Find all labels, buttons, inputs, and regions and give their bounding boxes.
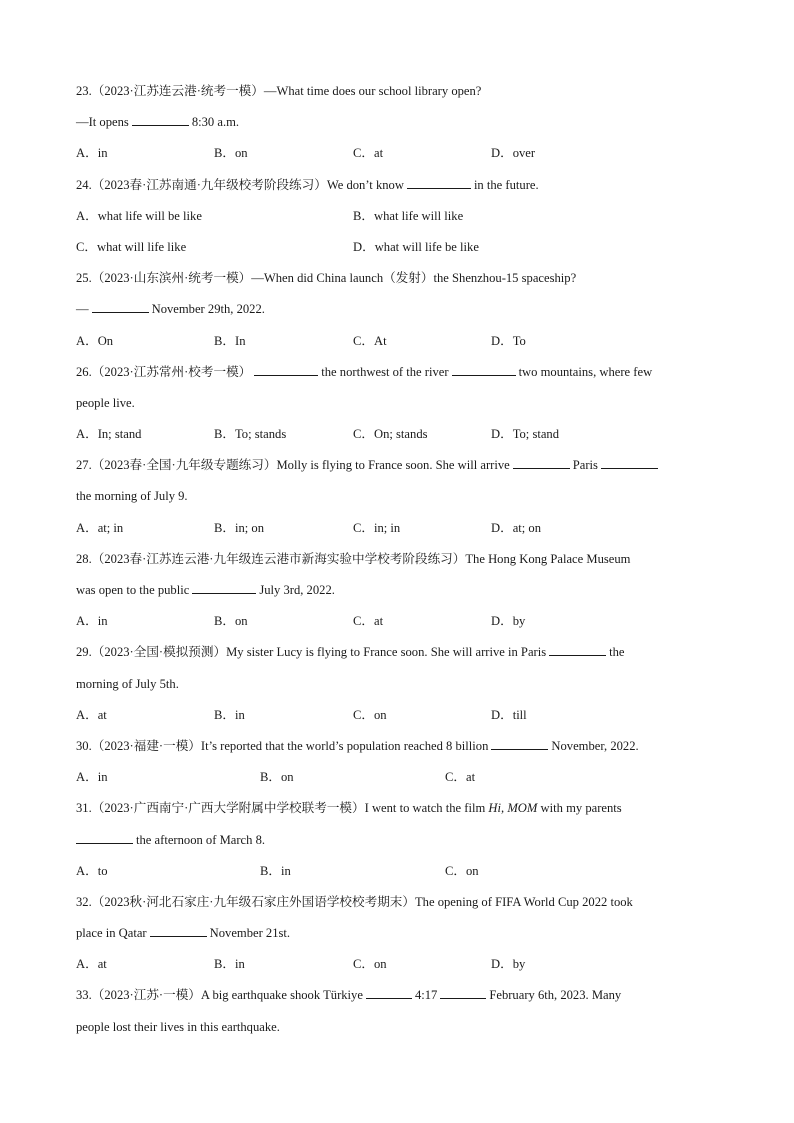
question-number: 28. xyxy=(76,551,92,566)
option-c[interactable]: C．in; in xyxy=(353,520,401,535)
question-27-stem xyxy=(76,450,721,481)
question-text: A big earthquake shook Türkiye xyxy=(200,988,363,1003)
option-c[interactable]: C．On; stands xyxy=(353,427,428,442)
question-number: 32. xyxy=(76,894,92,909)
question-number: 30. xyxy=(76,738,92,753)
option-b[interactable]: B．on xyxy=(260,770,294,785)
option-c[interactable]: C．on xyxy=(353,957,387,972)
option-b[interactable]: B．on xyxy=(214,614,248,629)
question-source: （2023春·江苏连云港·九年级连云港市新海实验中学校考阶段练习） xyxy=(91,551,466,566)
question-source: （2023·江苏·一模） xyxy=(91,988,201,1003)
question-32-line2 xyxy=(76,918,721,949)
question-text: November 29th, 2022. xyxy=(151,302,265,317)
question-23-line2 xyxy=(76,107,721,138)
option-d[interactable]: D．what will life be like xyxy=(353,239,479,254)
question-number: 25. xyxy=(76,271,92,286)
question-number: 26. xyxy=(76,364,92,379)
question-text: February 6th, 2023. Many xyxy=(489,988,622,1003)
question-text: Molly is flying to France soon. She will arrive xyxy=(276,458,510,473)
option-a[interactable]: A．in xyxy=(76,614,108,629)
question-23-stem xyxy=(76,76,721,107)
question-text: 8:30 a.m. xyxy=(191,115,240,130)
option-c[interactable]: C．on xyxy=(445,863,479,878)
question-text: place in Qatar xyxy=(76,926,147,941)
question-24-options-row1 xyxy=(76,201,721,232)
question-text: I went to watch the film xyxy=(364,801,486,816)
question-text: —What time does our school library open? xyxy=(263,84,482,98)
question-32-stem xyxy=(76,887,721,918)
question-28-line2 xyxy=(76,575,721,606)
answer-blank[interactable] xyxy=(513,455,570,469)
option-d[interactable]: D．by xyxy=(491,957,526,972)
option-c[interactable]: C．on xyxy=(353,707,387,722)
option-d[interactable]: D．at; on xyxy=(491,520,542,535)
option-a[interactable]: A．in xyxy=(76,146,108,161)
question-source: （2023春·江苏南通·九年级校考阶段练习） xyxy=(91,177,327,192)
question-source: （2023·广西南宁·广西大学附属中学校联考一模） xyxy=(91,801,365,816)
option-a[interactable]: A．On xyxy=(76,333,114,348)
question-text: with my parents xyxy=(540,801,622,816)
option-d[interactable]: D．over xyxy=(491,146,536,161)
question-text: The Hong Kong Palace Museum xyxy=(465,551,631,566)
question-text: — xyxy=(76,302,89,317)
answer-blank[interactable] xyxy=(407,175,471,189)
option-a[interactable]: A．in xyxy=(76,770,108,785)
option-a[interactable]: A．at; in xyxy=(76,520,124,535)
option-b[interactable]: B．In xyxy=(214,333,246,348)
option-c[interactable]: C．At xyxy=(353,333,387,348)
question-text: the northwest of the river xyxy=(321,364,449,379)
option-a[interactable]: A．at xyxy=(76,707,107,722)
question-text: Paris xyxy=(572,458,598,473)
option-a[interactable]: A．what life will be like xyxy=(76,208,202,223)
question-31-stem xyxy=(76,793,721,824)
question-number: 31. xyxy=(76,801,92,816)
question-text: November 21st. xyxy=(209,926,291,941)
question-32-options xyxy=(76,949,721,980)
question-source: （2023·山东滨州·统考一模） xyxy=(91,271,252,286)
question-source: （2023·江苏常州·校考一模） xyxy=(91,364,252,379)
option-d[interactable]: D．by xyxy=(491,614,526,629)
option-b[interactable]: B．To; stands xyxy=(214,427,287,442)
question-30-stem xyxy=(76,731,721,762)
option-d[interactable]: D．To xyxy=(491,333,526,348)
question-27-line2 xyxy=(76,481,721,512)
answer-blank[interactable] xyxy=(440,985,486,999)
question-source: （2023·全国·模拟预测） xyxy=(91,645,227,660)
option-a[interactable]: A．to xyxy=(76,863,108,878)
option-d[interactable]: D．To; stand xyxy=(491,427,560,442)
question-26-stem xyxy=(76,357,721,388)
question-text: was open to the public xyxy=(76,583,190,597)
question-source: （2023秋·河北石家庄·九年级石家庄外国语学校校考期末） xyxy=(91,894,415,909)
question-text: —It opens xyxy=(76,115,129,130)
question-28-options xyxy=(76,606,721,637)
option-c[interactable]: C．at xyxy=(445,770,476,785)
question-26-options xyxy=(76,419,721,450)
question-24-stem xyxy=(76,170,721,201)
question-source: （2023春·全国·九年级专题练习） xyxy=(91,458,277,473)
option-b[interactable]: B．in xyxy=(260,863,291,878)
question-24-options-row2 xyxy=(76,232,721,263)
option-b[interactable]: B．in; on xyxy=(214,520,265,535)
question-29-stem xyxy=(76,637,721,668)
option-a[interactable]: A．at xyxy=(76,957,107,972)
question-number: 33. xyxy=(76,988,92,1003)
option-b[interactable]: B．what life will like xyxy=(353,208,464,223)
option-b[interactable]: B．on xyxy=(214,146,248,161)
question-text: We don’t know xyxy=(326,177,404,192)
answer-blank[interactable] xyxy=(452,362,516,376)
answer-blank[interactable] xyxy=(76,830,133,844)
question-text: It’s reported that the world’s population reached 8 billion xyxy=(200,738,489,753)
option-c[interactable]: C．what will life like xyxy=(76,239,187,254)
question-25-options xyxy=(76,326,721,357)
question-25-stem xyxy=(76,263,721,294)
question-source: （2023·福建·一模） xyxy=(91,738,201,753)
answer-blank[interactable] xyxy=(254,362,318,376)
option-c[interactable]: C．at xyxy=(353,146,384,161)
question-31-options xyxy=(76,856,721,887)
question-source: （2023·江苏连云港·统考一模） xyxy=(91,84,264,98)
question-33-stem xyxy=(76,980,721,1011)
question-text: the afternoon of March 8. xyxy=(136,832,266,847)
question-26-line2 xyxy=(76,388,721,419)
question-text: the xyxy=(609,645,625,660)
question-text: —When did China launch（发射）the Shenzhou-15 spaceship? xyxy=(251,271,577,286)
question-text: July 3rd, 2022. xyxy=(259,583,335,597)
question-text: in the future. xyxy=(473,177,539,192)
question-30-options xyxy=(76,762,721,793)
question-text: two mountains, where few xyxy=(518,364,653,379)
answer-blank[interactable] xyxy=(491,736,548,750)
question-33-line2 xyxy=(76,1012,721,1043)
question-text: My sister Lucy is flying to France soon. She will arrive in Paris xyxy=(226,645,547,660)
question-29-line2 xyxy=(76,669,721,700)
question-23-options xyxy=(76,138,721,169)
answer-blank[interactable] xyxy=(366,985,412,999)
answer-blank[interactable] xyxy=(549,642,606,656)
question-number: 23. xyxy=(76,84,92,98)
question-25-line2 xyxy=(76,294,721,325)
question-list xyxy=(76,76,721,1043)
option-b[interactable]: B．in xyxy=(214,957,245,972)
question-number: 29. xyxy=(76,645,92,660)
question-text: morning of July 5th. xyxy=(76,676,179,691)
option-b[interactable]: B．in xyxy=(214,707,245,722)
option-c[interactable]: C．at xyxy=(353,614,384,629)
question-29-options xyxy=(76,700,721,731)
film-title: Hi, MOM xyxy=(488,801,538,816)
answer-blank[interactable] xyxy=(150,923,207,937)
answer-blank[interactable] xyxy=(92,299,149,313)
question-text: November, 2022. xyxy=(551,738,639,753)
question-31-line2 xyxy=(76,825,721,856)
answer-blank[interactable] xyxy=(601,455,658,469)
question-number: 27. xyxy=(76,458,92,473)
question-text: people live. xyxy=(76,395,135,410)
question-text: the morning of July 9. xyxy=(76,489,188,504)
question-28-stem xyxy=(76,544,721,575)
question-27-options xyxy=(76,513,721,544)
answer-blank[interactable] xyxy=(132,112,189,126)
question-text: The opening of FIFA World Cup 2022 took xyxy=(414,894,633,909)
question-text: 4:17 xyxy=(414,988,438,1003)
option-a[interactable]: A．In; stand xyxy=(76,427,142,442)
option-d[interactable]: D．till xyxy=(491,707,527,722)
question-number: 24. xyxy=(76,177,92,192)
question-text: people lost their lives in this earthquake. xyxy=(76,1019,280,1034)
answer-blank[interactable] xyxy=(192,580,256,594)
